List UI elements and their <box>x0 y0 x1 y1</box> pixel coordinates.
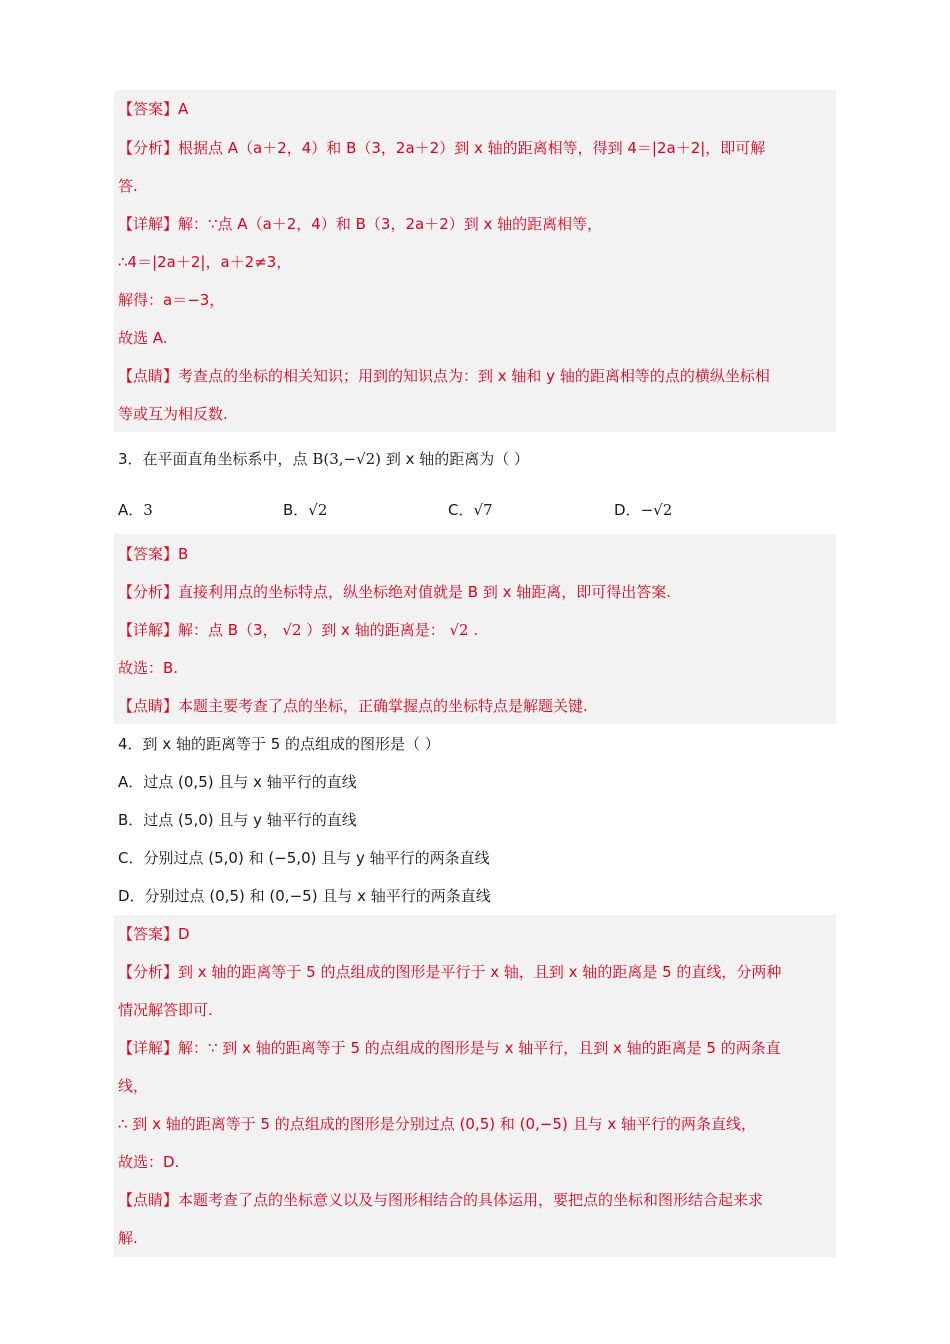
question-3-option-a <box>118 499 153 521</box>
question-4-option-c: C．分别过点 (5,0) 和 (−5,0) 且与 y 轴平行的两条直线 <box>118 849 490 867</box>
detail-q2-line4: 故选 A. <box>118 329 168 347</box>
detail-q4-line4: 故选：D. <box>118 1153 180 1171</box>
option-c-value: √7 <box>473 501 493 519</box>
question-3-option-b <box>283 499 327 521</box>
detail-q4-line3: ∴ 到 x 轴的距离等于 5 的点组成的图形是分别过点 (0,5) 和 (0,−5) 且与 x 轴平行的两条直线， <box>118 1115 756 1133</box>
detail-q4-line1: 【详解】解：∵ 到 x 轴的距离等于 5 的点组成的图形是与 x 轴平行，且到 x 轴的距离是 5 的两条直 <box>118 1039 781 1057</box>
option-b-label: B． <box>283 501 309 519</box>
option-d-label: D． <box>614 501 641 519</box>
question-3-point: B(3,−√2) <box>312 450 382 468</box>
question-3-option-d <box>614 499 672 521</box>
question-3-suffix: 到 x 轴的距离为（ ） <box>385 450 530 468</box>
question-3-prefix: 3．在平面直角坐标系中，点 <box>118 450 308 468</box>
answer-q4: 【答案】D <box>118 925 190 943</box>
option-b-value: √2 <box>308 501 328 519</box>
analysis-q3: 【分析】直接利用点的坐标特点，纵坐标绝对值就是 B 到 x 轴距离，即可得出答案. <box>118 583 672 601</box>
detail-q2-line1: 【详解】解：∵点 A（a＋2，4）和 B（3，2a＋2）到 x 轴的距离相等， <box>118 215 603 233</box>
comment-q4-line1: 【点睛】本题考查了点的坐标意义以及与图形相结合的具体运用，要把点的坐标和图形结合起来求 <box>118 1191 764 1209</box>
comment-q2-line2: 等或互为相反数. <box>118 405 228 423</box>
analysis-q4-line1: 【分析】到 x 轴的距离等于 5 的点组成的图形是平行于 x 轴，且到 x 轴的距离是 5 的直线，分两种 <box>118 963 782 981</box>
option-a-value: 3 <box>143 501 153 519</box>
detail-q4-line2: 线， <box>118 1077 149 1095</box>
question-3-stem <box>118 448 834 470</box>
choice-q3: 故选：B. <box>118 659 179 677</box>
question-4-stem: 4．到 x 轴的距离等于 5 的点组成的图形是（ ） <box>118 735 440 753</box>
question-4-option-d: D．分别过点 (0,5) 和 (0,−5) 且与 x 轴平行的两条直线 <box>118 887 491 905</box>
option-c-label: C． <box>448 501 474 519</box>
answer-q2: 【答案】A <box>118 100 189 118</box>
analysis-q2-line1: 【分析】根据点 A（a＋2，4）和 B（3，2a＋2）到 x 轴的距离相等，得到 4＝|2a＋2|，即可解 <box>118 139 766 157</box>
answer-q3: 【答案】B <box>118 545 189 563</box>
question-3-option-c <box>448 499 493 521</box>
detail-q3-suffix: ）到 x 轴的距离是： <box>306 621 445 639</box>
detail-q2-line2: ∴4＝|2a＋2|，a＋2≠3， <box>118 253 292 271</box>
question-4-option-a: A．过点 (0,5) 且与 x 轴平行的直线 <box>118 773 357 791</box>
detail-q3 <box>118 619 834 641</box>
detail-q3-prefix: 【详解】解：点 B（3， <box>118 621 278 639</box>
comment-q4-line2: 解. <box>118 1229 138 1247</box>
comment-q2-line1: 【点睛】考查点的坐标的相关知识；用到的知识点为：到 x 轴和 y 轴的距离相等的点的横纵坐标相 <box>118 367 770 385</box>
detail-q2-line3: 解得：a＝−3， <box>118 291 225 309</box>
detail-q3-sqrt: √2 <box>282 621 302 639</box>
question-4-option-b: B．过点 (5,0) 且与 y 轴平行的直线 <box>118 811 357 829</box>
option-d-value: −√2 <box>640 501 673 519</box>
option-a-label: A． <box>118 501 144 519</box>
comment-q3: 【点睛】本题主要考查了点的坐标，正确掌握点的坐标特点是解题关键. <box>118 697 588 715</box>
analysis-q2-line2: 答. <box>118 177 138 195</box>
analysis-q4-line2: 情况解答即可. <box>118 1001 213 1019</box>
detail-q3-result: √2 . <box>449 621 479 639</box>
